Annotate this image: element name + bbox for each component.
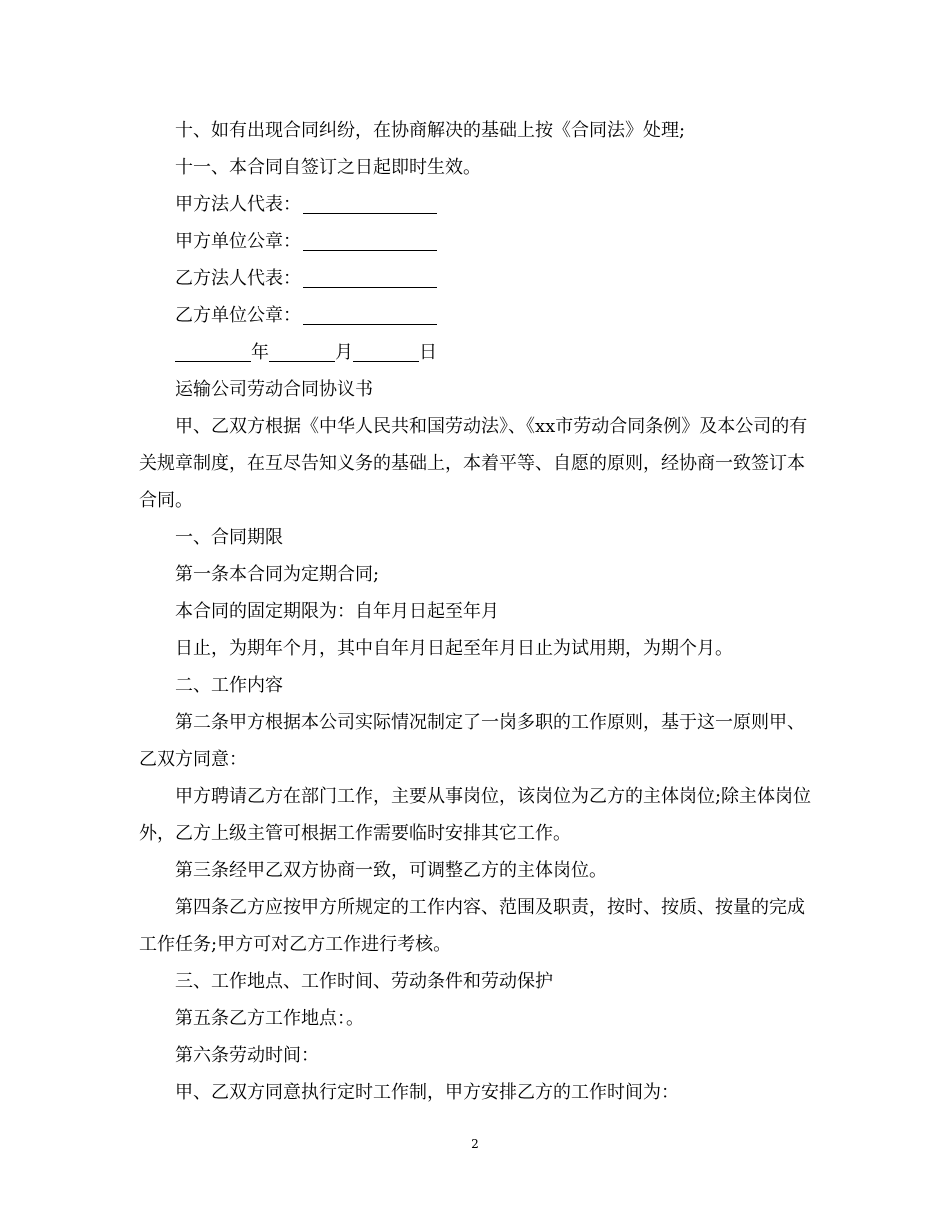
day-blank-line [353,343,419,362]
signature-blank-line [303,232,437,251]
section-heading-work-location: 三、工作地点、工作时间、劳动条件和劳动保护 [175,971,553,992]
position-paragraph: 甲方聘请乙方在部门工作，主要从事岗位，该岗位为乙方的主体岗位;除主体岗位外，乙方上级主管可根据工作需要临时安排其它工作。 [139,786,812,844]
signature-label: 甲方法人代表： [175,194,301,215]
year-blank-line [175,343,251,362]
signature-party-b-representative [139,260,819,297]
signature-blank-line [303,306,437,325]
article-five: 第五条乙方工作地点：。 [175,1008,364,1029]
article-three: 第三条经甲乙双方协商一致，可调整乙方的主体岗位。 [175,860,607,881]
signature-party-a-seal [139,223,819,260]
date-line-row [139,334,819,371]
section-heading-work-content: 二、工作内容 [175,675,283,696]
day-label: 日 [419,342,437,363]
signature-blank-line [303,195,437,214]
probation-line: 日止，为期年个月，其中自年月日起至年月日止为试用期，为期个月。 [175,638,733,659]
intro-paragraph: 甲、乙双方根据《中华人民共和国劳动法》、《xx市劳动合同条例》及本公司的有关规章制度，在互尽告知义务的基础上，本着平等、自愿的原则，经协商一致签订本合同。 [139,416,808,511]
article-two: 第二条甲方根据本公司实际情况制定了一岗多职的工作原则，基于这一原则甲、乙双方同意： [139,712,805,770]
signature-label: 乙方法人代表： [175,268,301,289]
section-heading-term: 一、合同期限 [175,527,283,548]
signature-label: 乙方单位公章： [175,305,301,326]
working-hours-paragraph: 甲、乙双方同意执行定时工作制，甲方安排乙方的工作时间为： [175,1082,679,1103]
article-one: 第一条本合同为定期合同; [175,564,380,585]
month-blank-line [269,343,335,362]
signature-blank-line [303,269,437,288]
document-body [139,112,819,1111]
clause-eleven: 十一、本合同自签订之日起即时生效。 [175,157,481,178]
contract-title: 运输公司劳动合同协议书 [175,379,373,400]
signature-party-a-representative [139,186,819,223]
article-four: 第四条乙方应按甲方所规定的工作内容、范围及职责，按时、按质、按量的完成工作任务;甲方可对乙方工作进行考核。 [139,897,805,955]
month-label: 月 [335,342,353,363]
year-label: 年 [251,342,269,363]
signature-label: 甲方单位公章： [175,231,301,252]
article-six: 第六条劳动时间： [175,1045,319,1066]
page-number: 2 [471,1137,479,1151]
signature-party-b-seal [139,297,819,334]
clause-ten: 十、如有出现合同纠纷，在协商解决的基础上按《合同法》处理; [175,120,686,141]
fixed-term-line: 本合同的固定期限为：自年月日起至年月 [175,601,499,622]
